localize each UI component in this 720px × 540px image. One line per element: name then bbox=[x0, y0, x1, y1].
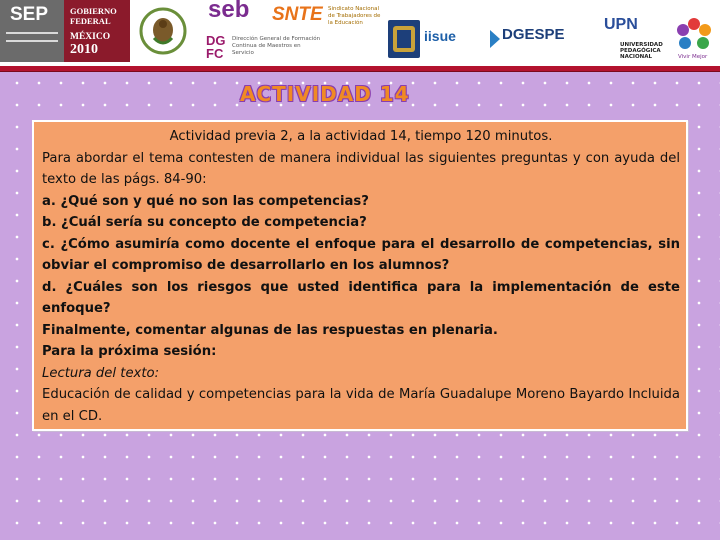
question-d: d. ¿Cuáles son los riesgos que usted identifica para la implementación de este enfoque? bbox=[42, 279, 680, 316]
mexico-text: MÉXICO bbox=[70, 32, 111, 42]
isue-logo bbox=[424, 24, 476, 54]
dgfc-logo bbox=[204, 34, 324, 64]
dgespe-logo-text: DGESPE bbox=[502, 26, 565, 43]
unam-logo bbox=[388, 20, 420, 58]
dgespe-mark-icon bbox=[488, 28, 502, 50]
question-c: c. ¿Cómo asumiría como docente el enfoque para el desarrollo de competencias, sin obviar el compromiso de desarrollarlo en los alumnos? bbox=[42, 236, 680, 273]
reading-label: Lectura del texto: bbox=[42, 365, 160, 381]
escudo-nacional-logo bbox=[130, 0, 196, 62]
year-text: 2010 bbox=[70, 42, 98, 57]
dgfc-logo-text: DG FC bbox=[206, 33, 226, 61]
sep-logo-text: SEP bbox=[10, 4, 49, 25]
snte-logo-text: SNTE bbox=[272, 4, 323, 25]
seb-logo-text: seb bbox=[208, 0, 250, 23]
logo-header bbox=[0, 0, 720, 66]
gobierno-line: GOBIERNO bbox=[70, 6, 117, 16]
seb-logo bbox=[204, 0, 266, 32]
federal-line: FEDERAL bbox=[70, 16, 111, 26]
upn-logo-text: UPN bbox=[604, 16, 638, 33]
snte-subtitle: Sindicato Nacional de Trabajadores de la Educación bbox=[328, 6, 381, 26]
isue-logo-text: iisue bbox=[424, 28, 456, 44]
upn-logo bbox=[604, 16, 662, 62]
header-divider bbox=[0, 66, 720, 72]
dgespe-logo bbox=[488, 24, 584, 56]
activity-text bbox=[42, 126, 680, 427]
question-a: a. ¿Qué son y qué no son las competencias? bbox=[42, 193, 369, 209]
upn-subtitle: UNIVERSIDAD PEDAGÓGICA NACIONAL bbox=[620, 42, 663, 60]
reading-reference: Educación de calidad y competencias para la vida de María Guadalupe Moreno Bayardo Incluida en el CD. bbox=[42, 387, 680, 424]
snte-logo bbox=[272, 4, 382, 34]
gobierno-federal-logo bbox=[64, 0, 130, 62]
activity-heading: Actividad previa 2, a la actividad 14, tiempo 120 minutos. bbox=[169, 129, 553, 144]
divider bbox=[6, 40, 58, 42]
flower-icon bbox=[672, 16, 716, 54]
vivir-mejor-text: Vivir Mejor bbox=[678, 54, 708, 60]
eagle-icon bbox=[130, 0, 196, 62]
dgfc-subtitle: Dirección General de Formación Continua de Maestros en Servicio bbox=[232, 36, 321, 56]
sep-logo bbox=[0, 0, 64, 62]
question-b: b. ¿Cuál sería su concepto de competencia? bbox=[42, 215, 367, 230]
unam-shield-icon bbox=[388, 20, 420, 58]
gobierno-federal-text bbox=[70, 6, 117, 26]
divider bbox=[6, 32, 58, 34]
vivir-mejor-logo bbox=[672, 16, 716, 62]
activity-intro: Para abordar el tema contesten de manera individual las siguientes preguntas y con ayuda del texto de las págs. 84-90: bbox=[42, 150, 680, 187]
final-instruction: Finalmente, comentar algunas de las respuestas en plenaria. bbox=[42, 322, 498, 338]
activity-content-box bbox=[32, 120, 688, 431]
page-title: ACTIVIDAD 14 bbox=[240, 82, 410, 106]
next-session-label: Para la próxima sesión: bbox=[42, 344, 217, 359]
